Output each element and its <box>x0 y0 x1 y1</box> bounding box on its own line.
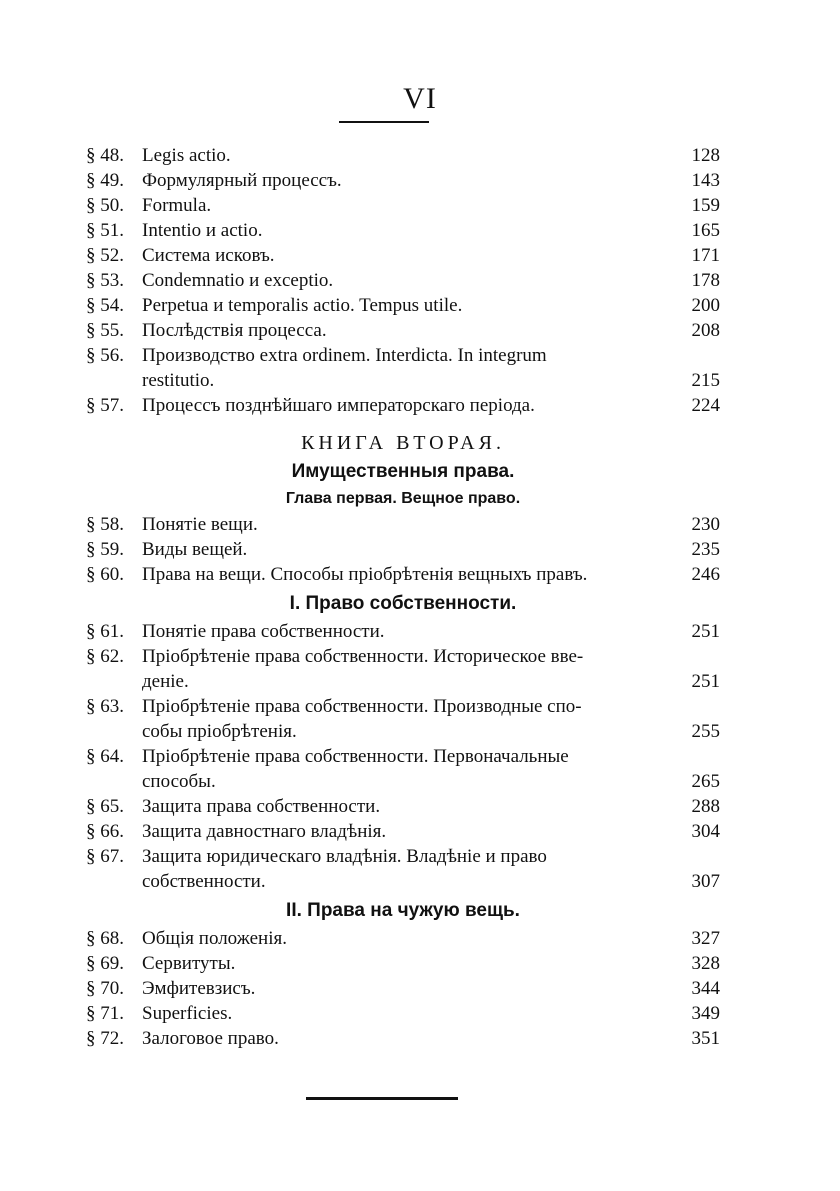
part-heading: Имущественныя права. <box>291 461 515 482</box>
toc-entry-title: Пріобрѣтеніе права собственности. Первоначальные <box>142 746 569 767</box>
toc-entry-page: 246 <box>691 564 720 585</box>
toc-entry-section-number: § 62. <box>86 646 124 667</box>
toc-entry <box>86 268 720 293</box>
toc-entry <box>86 926 720 951</box>
toc-part1-list <box>86 143 720 418</box>
toc-entry-section-number: § 58. <box>86 514 124 535</box>
toc-entry-section-number: § 53. <box>86 270 124 291</box>
toc-entry-title-continuation: собственности. <box>142 871 266 892</box>
page-number-rule <box>339 121 429 123</box>
toc-entry-title: Производство extra ordinem. Interdicta. In integrum <box>142 345 547 366</box>
toc-entry-page: 159 <box>691 195 720 216</box>
toc-entry-title-continuation: собы пріобрѣтенія. <box>142 721 297 742</box>
toc-entry-page: 288 <box>691 796 720 817</box>
toc-entry <box>86 1001 720 1026</box>
toc-entry-section-number: § 65. <box>86 796 124 817</box>
toc-entry-title: Legis actio. <box>142 145 231 166</box>
toc-entry-page: 327 <box>691 928 720 949</box>
toc-entry-section-number: § 60. <box>86 564 124 585</box>
toc-entry-title: Права на вещи. Способы пріобрѣтенія вещныхъ правъ. <box>142 564 588 585</box>
toc-entry-page: 304 <box>691 821 720 842</box>
toc-entry-section-number: § 54. <box>86 295 124 316</box>
toc-entry <box>86 819 720 844</box>
toc-entry <box>86 951 720 976</box>
toc-entry <box>86 537 720 562</box>
toc-entry-section-number: § 63. <box>86 696 124 717</box>
toc-entry-section-number: § 57. <box>86 395 124 416</box>
toc-entry-section-number: § 68. <box>86 928 124 949</box>
toc-entry-title: Пріобрѣтеніе права собственности. Производные спо- <box>142 696 582 717</box>
toc-entry <box>86 218 720 243</box>
toc-entry <box>86 243 720 268</box>
toc-entry-title: Perpetua и temporalis actio. Tempus utile. <box>142 295 463 316</box>
toc-entry-title: Condemnatio и exceptio. <box>142 270 334 291</box>
toc-entry-title: Защита юридическаго владѣнія. Владѣніе и право <box>142 846 547 867</box>
book-heading: КНИГА ВТОРАЯ. <box>301 432 505 454</box>
toc-entry-section-number: § 70. <box>86 978 124 999</box>
toc-entry-section-number: § 64. <box>86 746 124 767</box>
toc-entry <box>86 1026 720 1051</box>
toc-entry <box>86 293 720 318</box>
toc-entry-title: Пріобрѣтеніе права собственности. Историческое вве- <box>142 646 584 667</box>
toc-entry <box>86 694 720 744</box>
toc-entry <box>86 794 720 819</box>
toc-entry-title: Защита права собственности. <box>142 796 381 817</box>
toc-entry-title: Послѣдствія процесса. <box>142 320 327 341</box>
chapter-heading: Глава первая. Вещное право. <box>285 490 521 507</box>
toc-entry-page: 235 <box>691 539 720 560</box>
toc-entry-title: Intentio и actio. <box>142 220 263 241</box>
toc-entry-page: 208 <box>691 320 720 341</box>
toc-entry-title: Эмфитевзисъ. <box>142 978 256 999</box>
toc-entry-section-number: § 55. <box>86 320 124 341</box>
toc-entry <box>86 744 720 794</box>
toc-entry <box>86 393 720 418</box>
toc-chapter-list <box>86 512 720 587</box>
toc-entry-section-number: § 71. <box>86 1003 124 1024</box>
toc-section1-list <box>86 619 720 894</box>
toc-entry-section-number: § 51. <box>86 220 124 241</box>
toc-entry-title: Процессъ позднѣйшаго императорскаго періода. <box>142 395 535 416</box>
toc-entry-section-number: § 67. <box>86 846 124 867</box>
toc-entry-section-number: § 66. <box>86 821 124 842</box>
toc-entry-page: 171 <box>691 245 720 266</box>
toc-entry <box>86 512 720 537</box>
toc-entry-title: Formula. <box>142 195 212 216</box>
toc-entry-section-number: § 59. <box>86 539 124 560</box>
toc-entry-title-continuation: restitutio. <box>142 370 215 391</box>
section2-heading: II. Права на чужую вещь. <box>286 900 520 921</box>
toc-entry-title: Понятіе права собственности. <box>142 621 385 642</box>
toc-entry-title: Superficies. <box>142 1003 233 1024</box>
toc-entry-page: 251 <box>691 621 720 642</box>
toc-entry <box>86 343 720 393</box>
toc-entry-section-number: § 48. <box>86 145 124 166</box>
toc-entry-title-continuation: способы. <box>142 771 216 792</box>
toc-entry-page: 265 <box>691 771 720 792</box>
toc-entry-title: Залоговое право. <box>142 1028 279 1049</box>
toc-entry-page: 200 <box>691 295 720 316</box>
toc-entry-page: 344 <box>691 978 720 999</box>
toc-entry-section-number: § 69. <box>86 953 124 974</box>
toc-entry-page: 251 <box>691 671 720 692</box>
toc-entry <box>86 976 720 1001</box>
toc-entry-section-number: § 49. <box>86 170 124 191</box>
toc-entry-title: Система исковъ. <box>142 245 275 266</box>
toc-entry-section-number: § 52. <box>86 245 124 266</box>
toc-entry-title: Формулярный процессъ. <box>142 170 342 191</box>
toc-entry-page: 230 <box>691 514 720 535</box>
toc-entry-section-number: § 56. <box>86 345 124 366</box>
section1-heading: I. Право собственности. <box>289 593 517 614</box>
toc-entry <box>86 619 720 644</box>
toc-entry-page: 143 <box>691 170 720 191</box>
toc-entry <box>86 168 720 193</box>
toc-entry-page: 128 <box>691 145 720 166</box>
page-number: VI <box>403 82 437 115</box>
toc-entry-page: 178 <box>691 270 720 291</box>
toc-entry <box>86 193 720 218</box>
toc-entry-section-number: § 72. <box>86 1028 124 1049</box>
toc-entry-page: 255 <box>691 721 720 742</box>
toc-entry <box>86 844 720 894</box>
toc-entry-page: 351 <box>691 1028 720 1049</box>
toc-entry-title: Общія положенія. <box>142 928 287 949</box>
toc-entry-page: 165 <box>691 220 720 241</box>
toc-entry-title-continuation: деніе. <box>142 671 189 692</box>
toc-entry-section-number: § 50. <box>86 195 124 216</box>
toc-entry-page: 215 <box>691 370 720 391</box>
toc-entry <box>86 143 720 168</box>
toc-entry-section-number: § 61. <box>86 621 124 642</box>
toc-entry-page: 328 <box>691 953 720 974</box>
toc-entry-title: Сервитуты. <box>142 953 236 974</box>
toc-entry-page: 224 <box>691 395 720 416</box>
toc-entry-page: 349 <box>691 1003 720 1024</box>
table-of-contents <box>86 143 720 1051</box>
toc-entry <box>86 318 720 343</box>
toc-entry-title: Понятіе вещи. <box>142 514 258 535</box>
toc-entry-page: 307 <box>691 871 720 892</box>
toc-entry-title: Виды вещей. <box>142 539 248 560</box>
toc-entry <box>86 562 720 587</box>
bottom-rule <box>306 1097 458 1100</box>
toc-section2-list <box>86 926 720 1051</box>
toc-entry-title: Защита давностнаго владѣнія. <box>142 821 387 842</box>
toc-entry <box>86 644 720 694</box>
